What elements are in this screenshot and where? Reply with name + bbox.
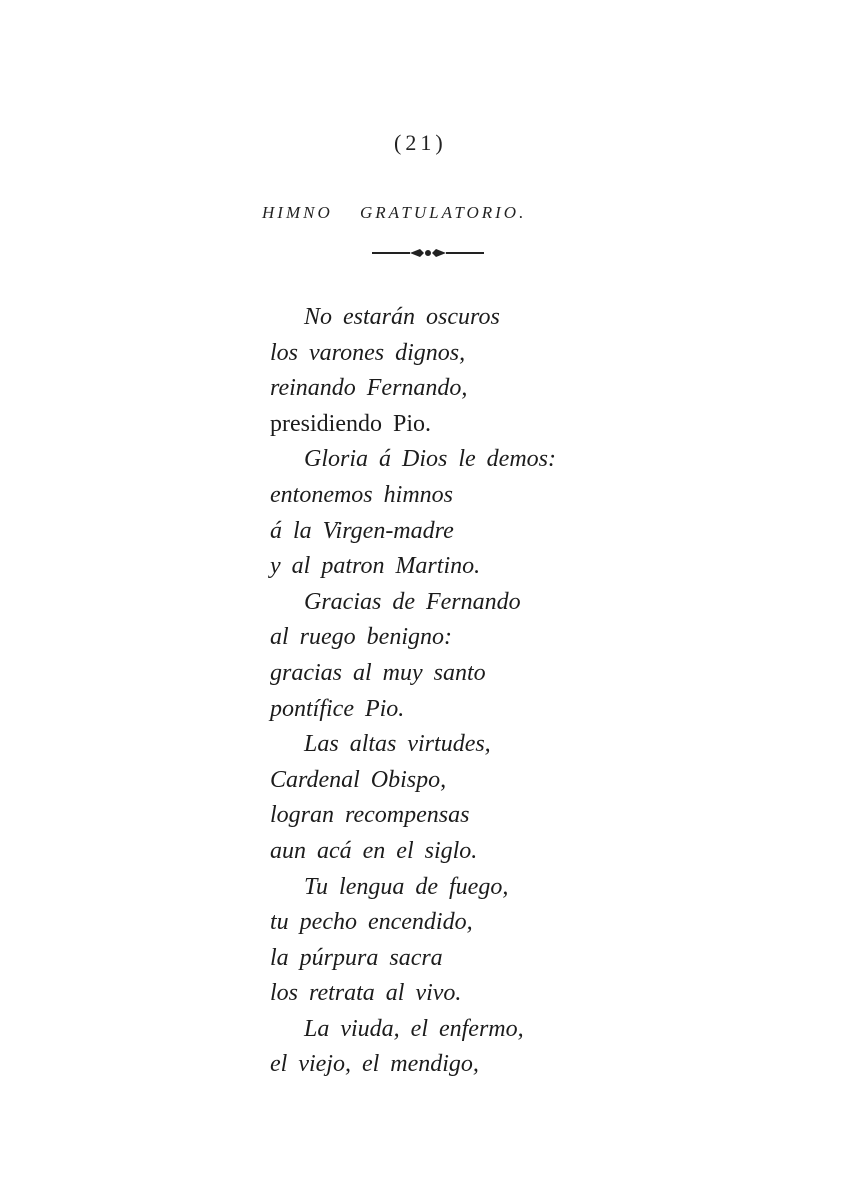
verse-line: al ruego benigno:	[270, 624, 452, 651]
verse-line: los varones dignos,	[270, 339, 466, 366]
verse-line: entonemos himnos	[270, 481, 453, 508]
verse-line: la púrpura sacra	[270, 944, 443, 971]
verse-line: el viejo, el mendigo,	[270, 1051, 479, 1078]
verse-line: los retrata al vivo.	[270, 980, 462, 1007]
verse-line: tu pecho encendido,	[270, 909, 473, 936]
verse-line: gracias al muy santo	[270, 659, 486, 686]
verse-line: presidiendo Pio.	[270, 410, 431, 437]
verse-line: aun acá en el siglo.	[270, 837, 478, 864]
verse-line: á la Virgen-madre	[270, 517, 454, 544]
verse-line: Las altas virtudes,	[304, 731, 491, 758]
verse-line: y al patron Martino.	[270, 553, 481, 580]
verse-line: Tu lengua de fuego,	[304, 873, 509, 900]
verse-line: No estarán oscuros	[304, 304, 500, 330]
verse-line: Gloria á Dios le demos:	[304, 446, 556, 473]
hymn-title: HIMNO GRATULATORIO.	[262, 203, 527, 222]
poem-verses	[270, 300, 650, 1083]
verse-line: reinando Fernando,	[270, 375, 468, 402]
page-number: (21)	[394, 130, 447, 155]
verse-line: La viuda, el enfermo,	[304, 1015, 524, 1042]
verse-line: logran recompensas	[270, 802, 470, 829]
verse-line: pontífice Pio.	[270, 695, 405, 722]
verse-line: Gracias de Fernando	[304, 588, 521, 615]
verse-line: Cardenal Obispo,	[270, 766, 447, 793]
ornament-divider	[372, 245, 484, 261]
